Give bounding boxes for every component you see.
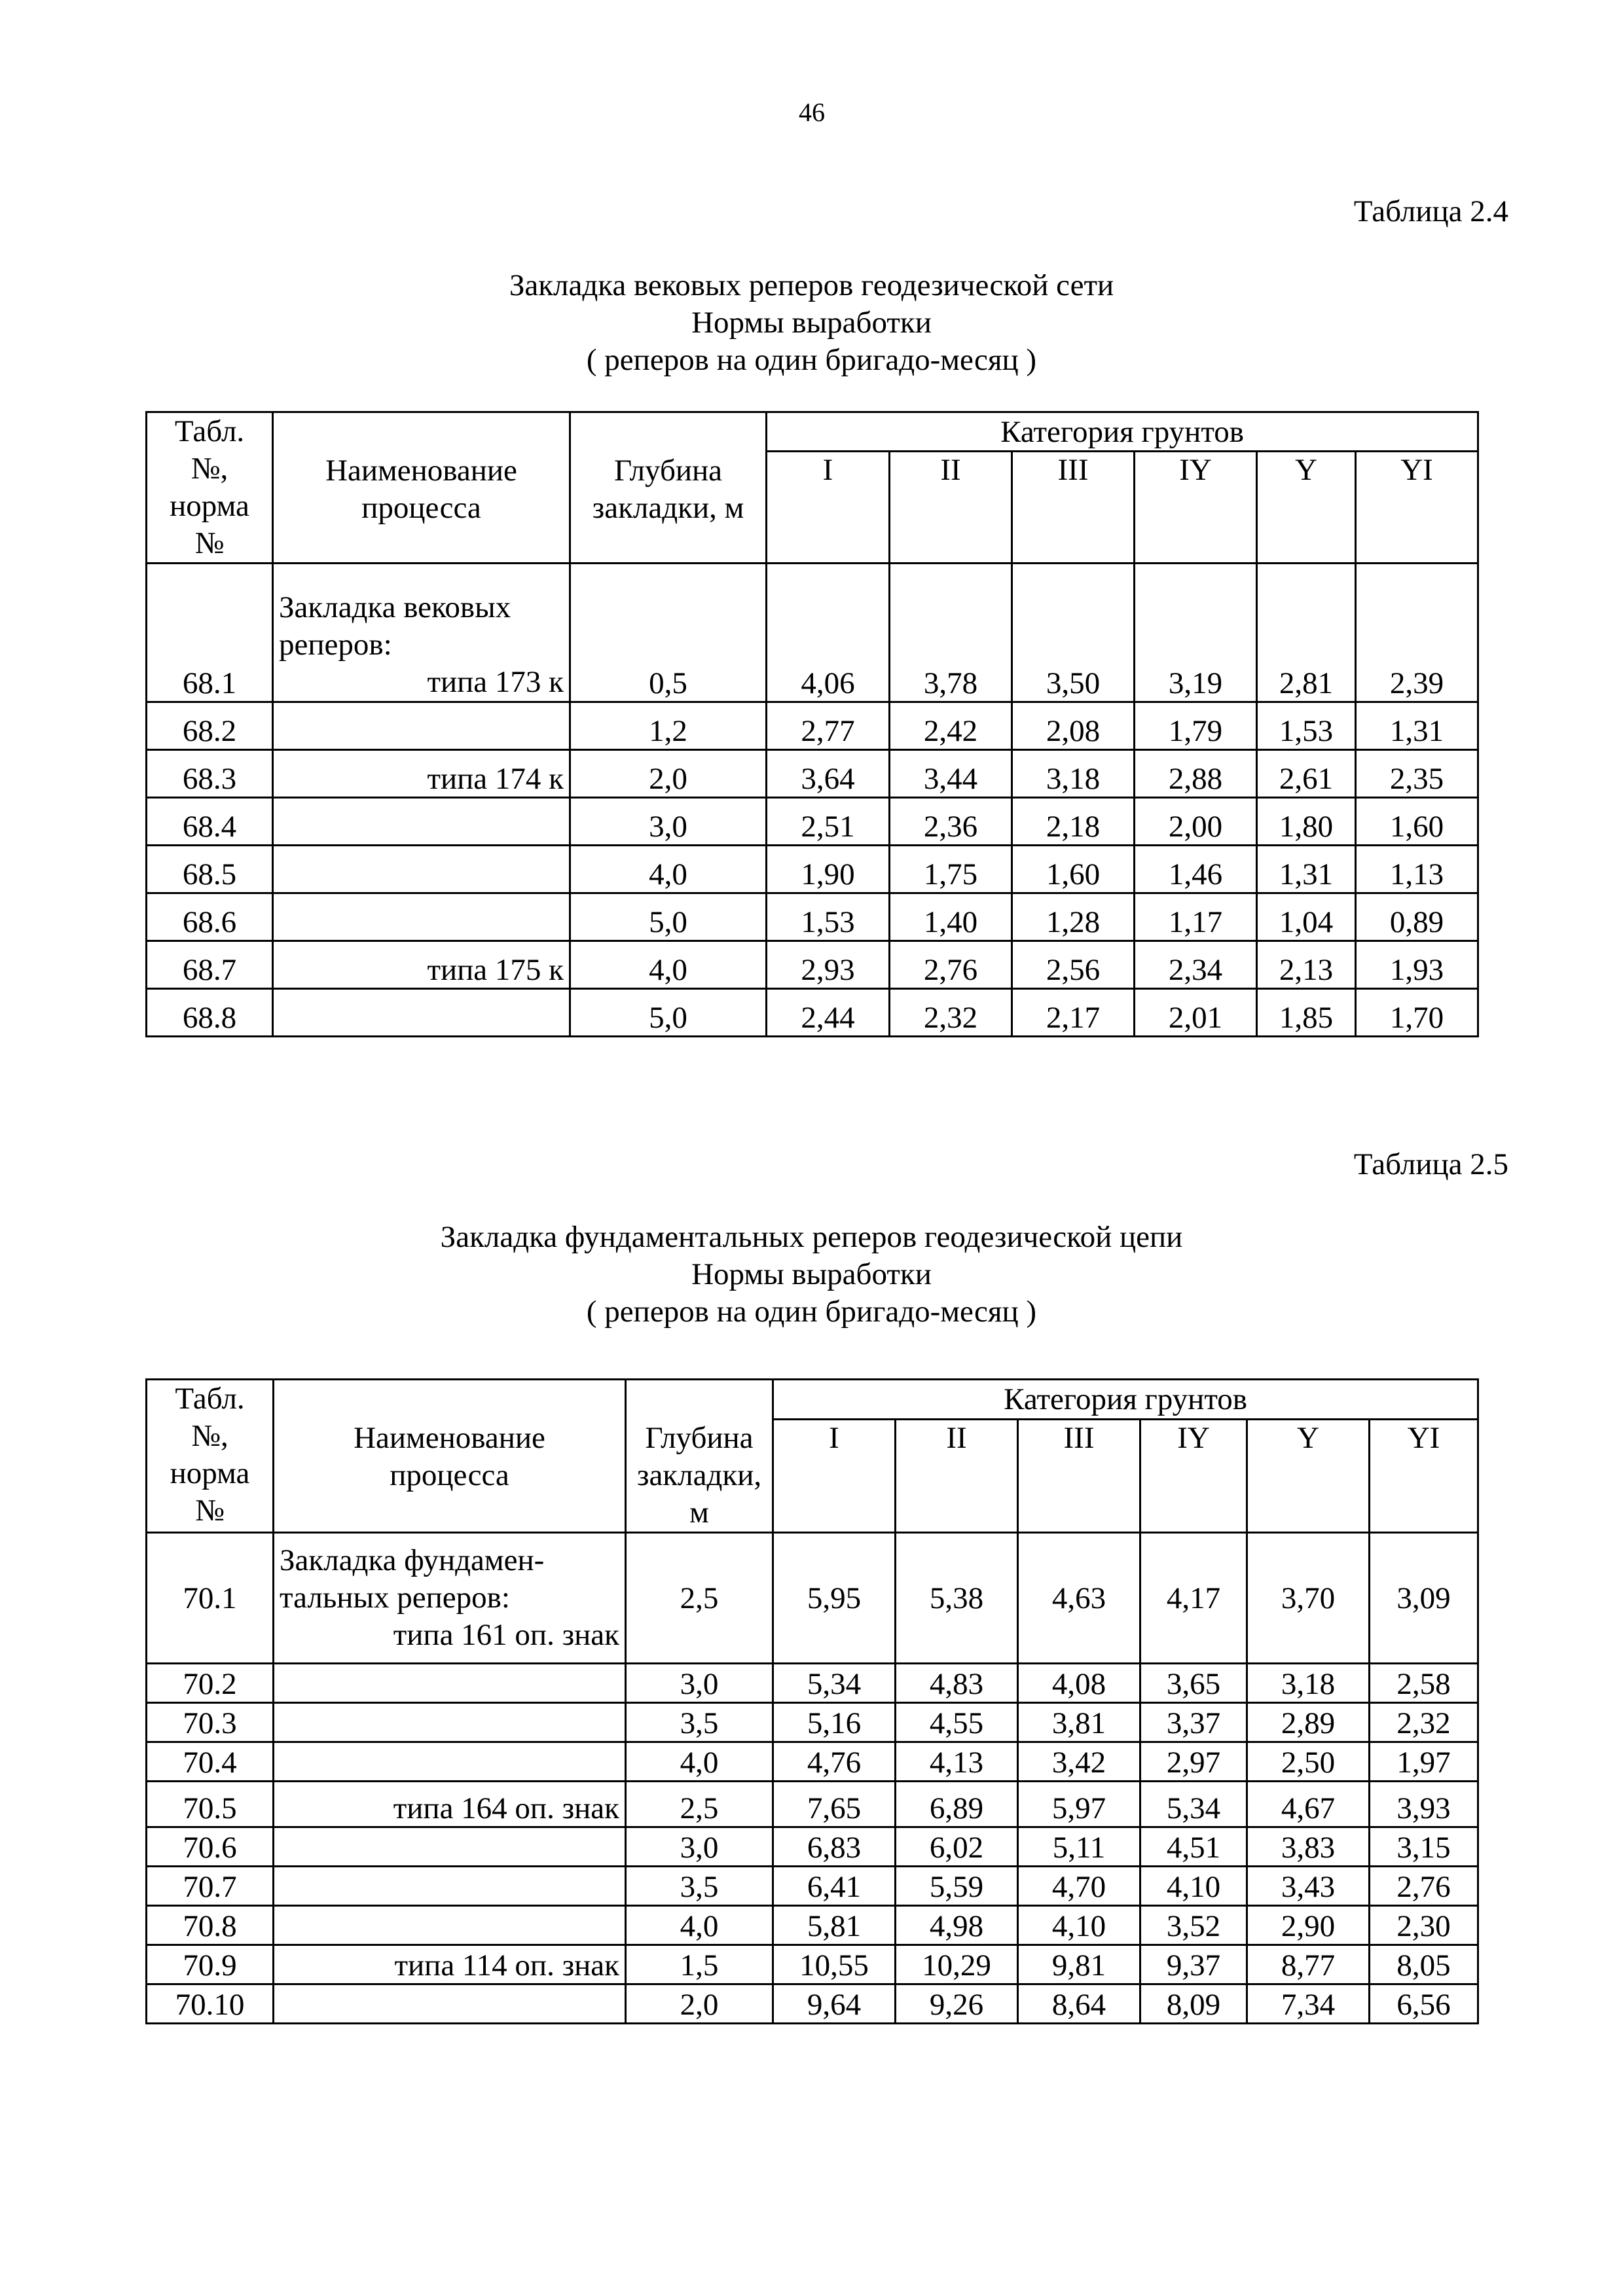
depth-cell: 4,0 [570,941,767,989]
table-header-row [147,412,1478,452]
norm-number-cell: 68.2 [147,702,273,750]
process-cell [274,1984,626,2024]
depth-cell: 0,5 [570,564,767,702]
depth-cell: 3,0 [570,798,767,846]
norm-value-cell: 8,77 [1247,1945,1370,1984]
process-cell [273,564,570,702]
norm-value-cell: 5,16 [773,1703,896,1742]
header-depth [626,1380,773,1533]
norm-value-cell: 1,60 [1012,846,1135,893]
norm-value-cell: 2,00 [1135,798,1257,846]
process-cell [274,1664,626,1703]
norm-number-cell: 70.1 [147,1533,274,1664]
norm-value-cell: 3,70 [1247,1533,1370,1664]
norm-value-cell: 3,78 [890,564,1012,702]
norm-value-cell: 6,89 [896,1782,1018,1827]
norm-value-cell: 2,77 [767,702,890,750]
norm-value-cell: 1,79 [1135,702,1257,750]
norm-number-cell: 70.2 [147,1664,274,1703]
norm-value-cell: 6,41 [773,1867,896,1906]
norm-number-cell: 70.4 [147,1742,274,1782]
norm-value-cell: 3,18 [1247,1664,1370,1703]
header-category-cell: Y [1257,452,1356,564]
norm-value-cell: 2,89 [1247,1703,1370,1742]
norm-value-cell: 1,75 [890,846,1012,893]
norm-value-cell: 1,85 [1257,989,1356,1037]
table-title-line: ( реперов на один бригадо-месяц ) [586,343,1037,377]
norm-value-cell: 6,56 [1370,1984,1478,2024]
process-cell: типа 175 к [273,941,570,989]
norm-value-cell: 5,81 [773,1906,896,1945]
header-line: № [195,1494,225,1528]
header-category-cell: Y [1247,1419,1370,1532]
norm-value-cell: 2,51 [767,798,890,846]
depth-cell: 2,5 [626,1782,773,1827]
table-row [147,1782,1478,1827]
norm-value-cell: 1,53 [767,893,890,941]
norm-value-cell: 3,50 [1012,564,1135,702]
header-line: Табл. [175,1382,245,1416]
norm-value-cell: 3,93 [1370,1782,1478,1827]
norm-value-cell: 4,13 [896,1742,1018,1782]
process-cell [274,1703,626,1742]
header-category-cell: II [896,1419,1018,1532]
norm-number-cell: 68.7 [147,941,273,989]
table-row [147,1984,1478,2024]
process-cell [273,702,570,750]
process-cell [273,989,570,1037]
header-category-cell: I [767,452,890,564]
norm-number-cell: 68.8 [147,989,273,1037]
norm-value-cell: 3,81 [1018,1703,1140,1742]
norm-number-cell: 70.10 [147,1984,274,2024]
table-row [147,1906,1478,1945]
norm-value-cell: 2,42 [890,702,1012,750]
header-line: Глубина [645,1421,754,1455]
norm-value-cell: 2,97 [1140,1742,1247,1782]
norm-value-cell: 1,40 [890,893,1012,941]
norm-value-cell: 3,65 [1140,1664,1247,1703]
process-cell [274,1906,626,1945]
norm-value-cell: 3,52 [1140,1906,1247,1945]
norm-value-cell: 2,35 [1356,750,1478,798]
norm-value-cell: 2,76 [890,941,1012,989]
table-caption-2-5: Таблица 2.5 [1353,1147,1508,1181]
norm-number-cell: 70.6 [147,1827,274,1867]
norm-value-cell: 2,76 [1370,1867,1478,1906]
depth-cell: 4,0 [626,1906,773,1945]
header-soil-category: Категория грунтов [767,412,1478,452]
norm-value-cell: 3,42 [1018,1742,1140,1782]
norm-value-cell: 1,31 [1257,846,1356,893]
header-line: Наименование [354,1421,545,1455]
norm-value-cell: 3,37 [1140,1703,1247,1742]
norm-value-cell: 4,76 [773,1742,896,1782]
norm-value-cell: 7,65 [773,1782,896,1827]
norm-value-cell: 3,15 [1370,1827,1478,1867]
header-category-cell: I [773,1419,896,1532]
norm-value-cell: 2,34 [1135,941,1257,989]
page-number: 46 [799,98,825,127]
norm-value-cell: 5,34 [773,1664,896,1703]
norm-value-cell: 2,01 [1135,989,1257,1037]
process-cell [273,893,570,941]
process-cell [274,1742,626,1782]
table-row [147,1533,1478,1664]
process-title-line: Закладка фундамен- [280,1543,545,1577]
table-title-line: Нормы выработки [691,1257,932,1291]
norm-value-cell: 4,51 [1140,1827,1247,1867]
norm-value-cell: 6,83 [773,1827,896,1867]
header-depth [570,412,767,564]
depth-cell: 5,0 [570,893,767,941]
process-cell: типа 164 оп. знак [274,1782,626,1827]
norm-value-cell: 2,32 [890,989,1012,1037]
norm-value-cell: 2,13 [1257,941,1356,989]
norm-value-cell: 4,08 [1018,1664,1140,1703]
norm-value-cell: 1,46 [1135,846,1257,893]
table-row [147,1742,1478,1782]
header-category-cell: YI [1356,452,1478,564]
norms-table-2-4 [145,411,1479,1037]
table-row [147,798,1478,846]
table-title-line: ( реперов на один бригадо-месяц ) [586,1295,1037,1329]
norm-value-cell: 9,26 [896,1984,1018,2024]
norm-value-cell: 2,08 [1012,702,1135,750]
norm-number-cell: 68.6 [147,893,273,941]
norm-value-cell: 3,18 [1012,750,1135,798]
table-row [147,1827,1478,1867]
norm-value-cell: 2,93 [767,941,890,989]
depth-cell: 4,0 [626,1742,773,1782]
table-row [147,1664,1478,1703]
norm-value-cell: 4,70 [1018,1867,1140,1906]
norm-value-cell: 4,67 [1247,1782,1370,1827]
depth-cell: 3,0 [626,1827,773,1867]
header-line: № [194,526,225,560]
norm-value-cell: 10,29 [896,1945,1018,1984]
norm-value-cell: 1,90 [767,846,890,893]
header-category-cell: III [1012,452,1135,564]
header-line: м [689,1496,709,1530]
norm-value-cell: 4,10 [1140,1867,1247,1906]
depth-cell: 2,0 [570,750,767,798]
norm-number-cell: 70.8 [147,1906,274,1945]
header-process [274,1380,626,1533]
norm-value-cell: 5,34 [1140,1782,1247,1827]
norm-value-cell: 2,88 [1135,750,1257,798]
norm-number-cell: 70.9 [147,1945,274,1984]
header-line: закладки, м [592,491,744,525]
norm-value-cell: 5,38 [896,1533,1018,1664]
norm-value-cell: 1,31 [1356,702,1478,750]
norm-number-cell: 68.5 [147,846,273,893]
table-header-row [147,1380,1478,1420]
header-category-cell: II [890,452,1012,564]
norm-value-cell: 2,30 [1370,1906,1478,1945]
norm-value-cell: 2,36 [890,798,1012,846]
table-row [147,893,1478,941]
depth-cell: 1,5 [626,1945,773,1984]
norm-value-cell: 5,95 [773,1533,896,1664]
table-row [147,564,1478,702]
header-line: №, [191,1419,228,1453]
norm-value-cell: 4,63 [1018,1533,1140,1664]
norm-number-cell: 68.1 [147,564,273,702]
depth-cell: 1,2 [570,702,767,750]
depth-cell: 3,5 [626,1703,773,1742]
norm-value-cell: 1,93 [1356,941,1478,989]
norm-value-cell: 1,53 [1257,702,1356,750]
norm-number-cell: 68.3 [147,750,273,798]
norm-value-cell: 2,56 [1012,941,1135,989]
norm-value-cell: 2,44 [767,989,890,1037]
depth-cell: 3,5 [626,1867,773,1906]
table-row [147,750,1478,798]
header-line: закладки, [636,1458,762,1492]
header-norm-number [147,1380,274,1533]
norm-number-cell: 68.4 [147,798,273,846]
header-category-cell: YI [1370,1419,1478,1532]
process-cell [273,798,570,846]
table-row [147,1867,1478,1906]
process-cell [274,1867,626,1906]
norm-value-cell: 10,55 [773,1945,896,1984]
process-cell: типа 114 оп. знак [274,1945,626,1984]
table-row [147,702,1478,750]
header-category-cell: III [1018,1419,1140,1532]
table-title-line: Нормы выработки [691,306,932,340]
header-line: Наименование [325,454,517,488]
table-title-line: Закладка вековых реперов геодезической сети [509,268,1114,302]
norm-value-cell: 4,10 [1018,1906,1140,1945]
norm-value-cell: 1,04 [1257,893,1356,941]
norm-value-cell: 8,05 [1370,1945,1478,1984]
header-line: норма [170,1456,250,1490]
norm-value-cell: 9,37 [1140,1945,1247,1984]
norm-value-cell: 1,28 [1012,893,1135,941]
norm-value-cell: 3,09 [1370,1533,1478,1664]
process-title-line: реперов: [279,628,392,662]
norm-value-cell: 9,64 [773,1984,896,2024]
header-category-cell: IY [1140,1419,1247,1532]
norm-value-cell: 4,17 [1140,1533,1247,1664]
norm-value-cell: 7,34 [1247,1984,1370,2024]
process-type-label: типа 173 к [427,665,564,699]
table-row [147,941,1478,989]
header-line: норма [170,489,249,523]
norm-number-cell: 70.5 [147,1782,274,1827]
depth-cell: 2,5 [626,1533,773,1664]
depth-cell: 2,0 [626,1984,773,2024]
norm-value-cell: 4,06 [767,564,890,702]
norms-table-2-5 [145,1378,1479,2024]
header-process [273,412,570,564]
norm-value-cell: 2,61 [1257,750,1356,798]
header-line: процесса [390,1458,509,1492]
process-type-label: типа 161 оп. знак [393,1618,619,1652]
process-cell [274,1827,626,1867]
table-title-line: Закладка фундаментальных реперов геодезической цепи [440,1220,1183,1254]
table-title-2-4 [0,267,1623,379]
process-title-line: Закладка вековых [279,590,511,624]
table-row [147,846,1478,893]
process-cell: типа 174 к [273,750,570,798]
header-line: №, [191,452,228,486]
table-row [147,1703,1478,1742]
table-row [147,989,1478,1037]
norm-value-cell: 3,19 [1135,564,1257,702]
norm-value-cell: 2,58 [1370,1664,1478,1703]
norm-value-cell: 5,59 [896,1867,1018,1906]
norm-value-cell: 3,43 [1247,1867,1370,1906]
norm-number-cell: 70.7 [147,1867,274,1906]
depth-cell: 5,0 [570,989,767,1037]
header-soil-category: Категория грунтов [773,1380,1478,1420]
norm-value-cell: 2,81 [1257,564,1356,702]
norm-value-cell: 2,90 [1247,1906,1370,1945]
header-line: Глубина [613,454,723,488]
table-caption-2-4: Таблица 2.4 [1353,194,1508,228]
norm-value-cell: 1,80 [1257,798,1356,846]
norm-value-cell: 3,44 [890,750,1012,798]
norm-value-cell: 9,81 [1018,1945,1140,1984]
table-row [147,1945,1478,1984]
norm-value-cell: 0,89 [1356,893,1478,941]
norm-value-cell: 3,83 [1247,1827,1370,1867]
header-category-cell: IY [1135,452,1257,564]
process-cell [273,846,570,893]
norm-value-cell: 1,17 [1135,893,1257,941]
depth-cell: 3,0 [626,1664,773,1703]
norm-value-cell: 4,55 [896,1703,1018,1742]
depth-cell: 4,0 [570,846,767,893]
norm-value-cell: 5,11 [1018,1827,1140,1867]
header-line: процесса [361,491,481,525]
norm-number-cell: 70.3 [147,1703,274,1742]
norm-value-cell: 8,64 [1018,1984,1140,2024]
norm-value-cell: 2,18 [1012,798,1135,846]
process-title-line: тальных реперов: [280,1581,510,1615]
norm-value-cell: 4,98 [896,1906,1018,1945]
norm-value-cell: 2,17 [1012,989,1135,1037]
norm-value-cell: 8,09 [1140,1984,1247,2024]
norm-value-cell: 1,70 [1356,989,1478,1037]
norm-value-cell: 6,02 [896,1827,1018,1867]
norm-value-cell: 1,60 [1356,798,1478,846]
norm-value-cell: 4,83 [896,1664,1018,1703]
process-cell [274,1533,626,1664]
norm-value-cell: 1,97 [1370,1742,1478,1782]
norm-value-cell: 1,13 [1356,846,1478,893]
norm-value-cell: 2,39 [1356,564,1478,702]
norm-value-cell: 5,97 [1018,1782,1140,1827]
header-line: Табл. [174,414,245,448]
norm-value-cell: 2,50 [1247,1742,1370,1782]
norm-value-cell: 2,32 [1370,1703,1478,1742]
norm-value-cell: 3,64 [767,750,890,798]
table-title-2-5 [0,1219,1623,1331]
header-norm-number [147,412,273,564]
